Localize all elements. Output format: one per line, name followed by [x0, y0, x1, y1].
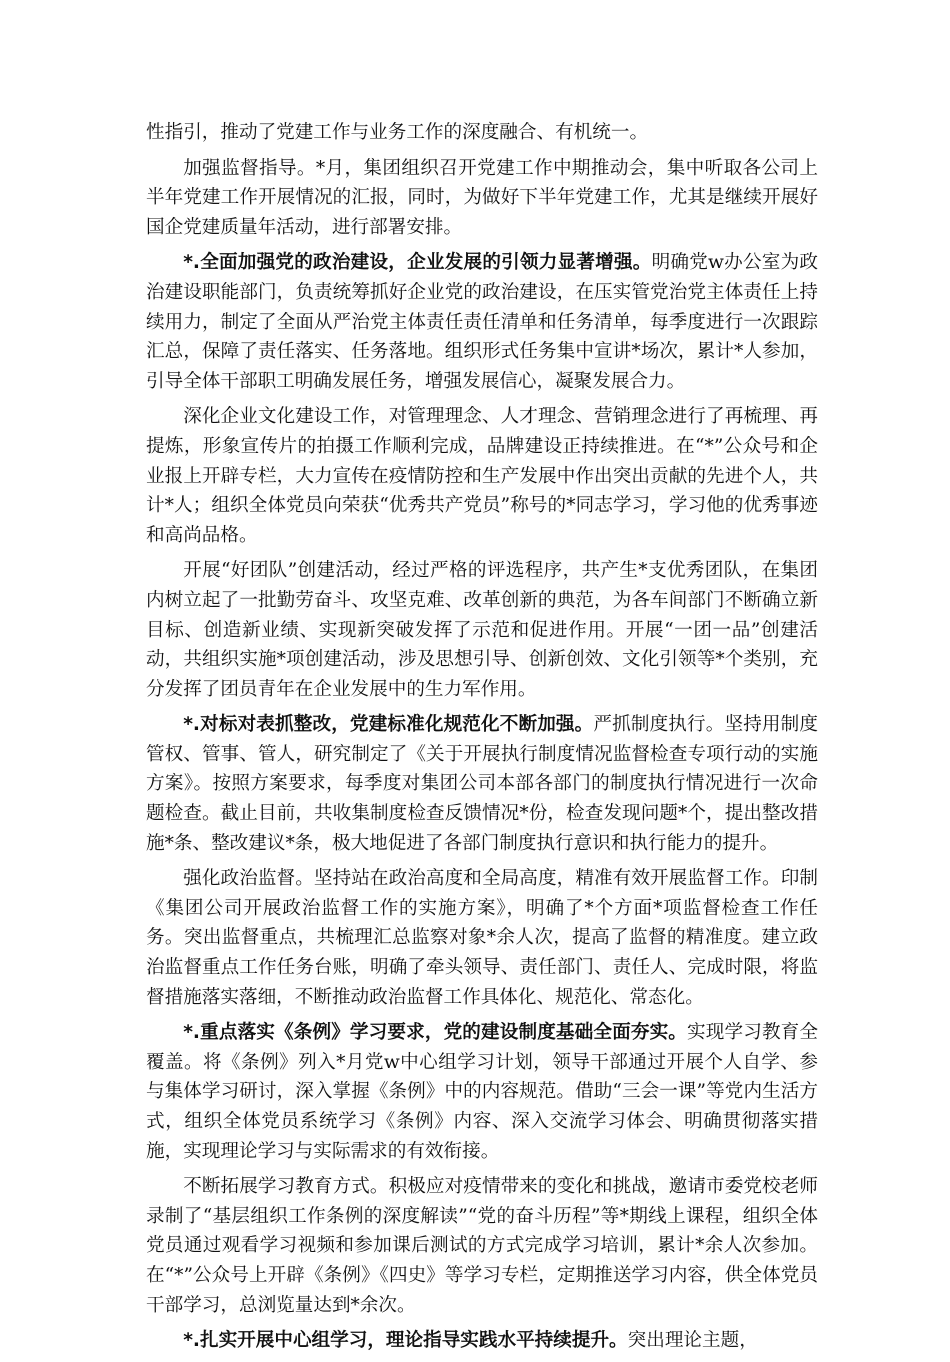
paragraph-10 [146, 1326, 818, 1356]
paragraph-8 [146, 1018, 818, 1166]
paragraph-4-text: 深化企业文化建设工作，对管理理念、人才理念、营销理念进行了再梳理、再提炼，形象宣传片的拍摄工作顺利完成，品牌建设正持续推进。在“*”公众号和企业报上开辟专栏，大力宣传在疫情防控和生产发展中作出突出贡献的先进个人，共计*人；组织全体党员向荣获“优秀共产党员”称号的*同志学习，学习他的优秀事迹和高尚品格。 [146, 406, 818, 546]
paragraph-9-text: 不断拓展学习教育方式。积极应对疫情带来的变化和挑战，邀请市委党校老师录制了“基层组织工作条例的深度解读”“党的奋斗历程”等*期线上课程，组织全体党员通过观看学习视频和参加课后测试的方式完成学习培训，累计*余人次参加。在“*”公众号上开辟《条例》《四史》等学习专栏，定期推送学习内容，供全体党员干部学习，总浏览量达到*余次。 [146, 1176, 818, 1316]
paragraph-5-text: 开展“好团队”创建活动，经过严格的评选程序，共产生*支优秀团队，在集团内树立起了一批勤劳奋斗、攻坚克难、改革创新的典范，为各车间部门不断确立新目标、创造新业绩、实现新突破发挥了示范和促进作用。开展“一团一品”创建活动，共组织实施*项创建活动，涉及思想引导、创新创效、文化引领等*个类别，充分发挥了团员青年在企业发展中的生力军作用。 [146, 560, 818, 700]
paragraph-3 [146, 248, 818, 396]
paragraph-2 [146, 154, 818, 243]
paragraph-3-heading: *.全面加强党的政治建设，企业发展的引领力显著增强。 [183, 252, 652, 274]
paragraph-10-text: 突出理论主题， [627, 1330, 758, 1352]
paragraph-6 [146, 710, 818, 858]
paragraph-6-text: 严抓制度执行。坚持用制度管权、管事、管人，研究制定了《关于开展执行制度情况监督检查专项行动的实施方案》。按照方案要求，每季度对集团公司本部各部门的制度执行情况进行一次命题检查。截止目前，共收集制度检查反馈情况*份，检查发现问题*个，提出整改措施*条、整改建议*条，极大地促进了各部门制度执行意识和执行能力的提升。 [146, 714, 818, 854]
paragraph-7 [146, 864, 818, 1012]
paragraph-8-heading: *.重点落实《条例》学习要求，党的建设制度基础全面夯实。 [183, 1022, 688, 1044]
paragraph-10-heading: *.扎实开展中心组学习，理论指导实践水平持续提升。 [183, 1330, 628, 1352]
paragraph-9 [146, 1172, 818, 1320]
paragraph-1 [146, 118, 818, 148]
paragraph-6-heading: *.对标对表抓整改，党建标准化规范化不断加强。 [183, 714, 594, 736]
paragraph-5 [146, 556, 818, 704]
paragraph-3-text: 明确党w办公室为政治建设职能部门，负责统筹抓好企业党的政治建设，在压实管党治党主体责任上持续用力，制定了全面从严治党主体责任责任清单和任务清单，每季度进行一次跟踪汇总，保障了责任落实、任务落地。组织形式任务集中宣讲*场次，累计*人参加，引导全体干部职工明确发展任务，增强发展信心，凝聚发展合力。 [146, 252, 818, 392]
document-page [146, 118, 818, 1362]
paragraph-4 [146, 402, 818, 550]
paragraph-2-text: 加强监督指导。*月，集团组织召开党建工作中期推动会，集中听取各公司上半年党建工作开展情况的汇报，同时，为做好下半年党建工作，尤其是继续开展好国企党建质量年活动，进行部署安排。 [146, 157, 818, 238]
paragraph-7-text: 强化政治监督。坚持站在政治高度和全局高度，精准有效开展监督工作。印制《集团公司开展政治监督工作的实施方案》，明确了*个方面*项监督检查工作任务。突出监督重点，共梳理汇总监察对象*余人次，提高了监督的精准度。建立政治监督重点工作任务台账，明确了牵头领导、责任部门、责任人、完成时限，将监督措施落实落细，不断推动政治监督工作具体化、规范化、常态化。 [146, 868, 818, 1008]
paragraph-8-text: 实现学习教育全覆盖。将《条例》列入*月党w中心组学习计划，领导干部通过开展个人自学、参与集体学习研讨，深入掌握《条例》中的内容规范。借助“三会一课”等党内生活方式，组织全体党员系统学习《条例》内容、深入交流学习体会、明确贯彻落实措施，实现理论学习与实际需求的有效衔接。 [146, 1022, 818, 1162]
paragraph-1-text: 性指引，推动了党建工作与业务工作的深度融合、有机统一。 [146, 122, 649, 143]
